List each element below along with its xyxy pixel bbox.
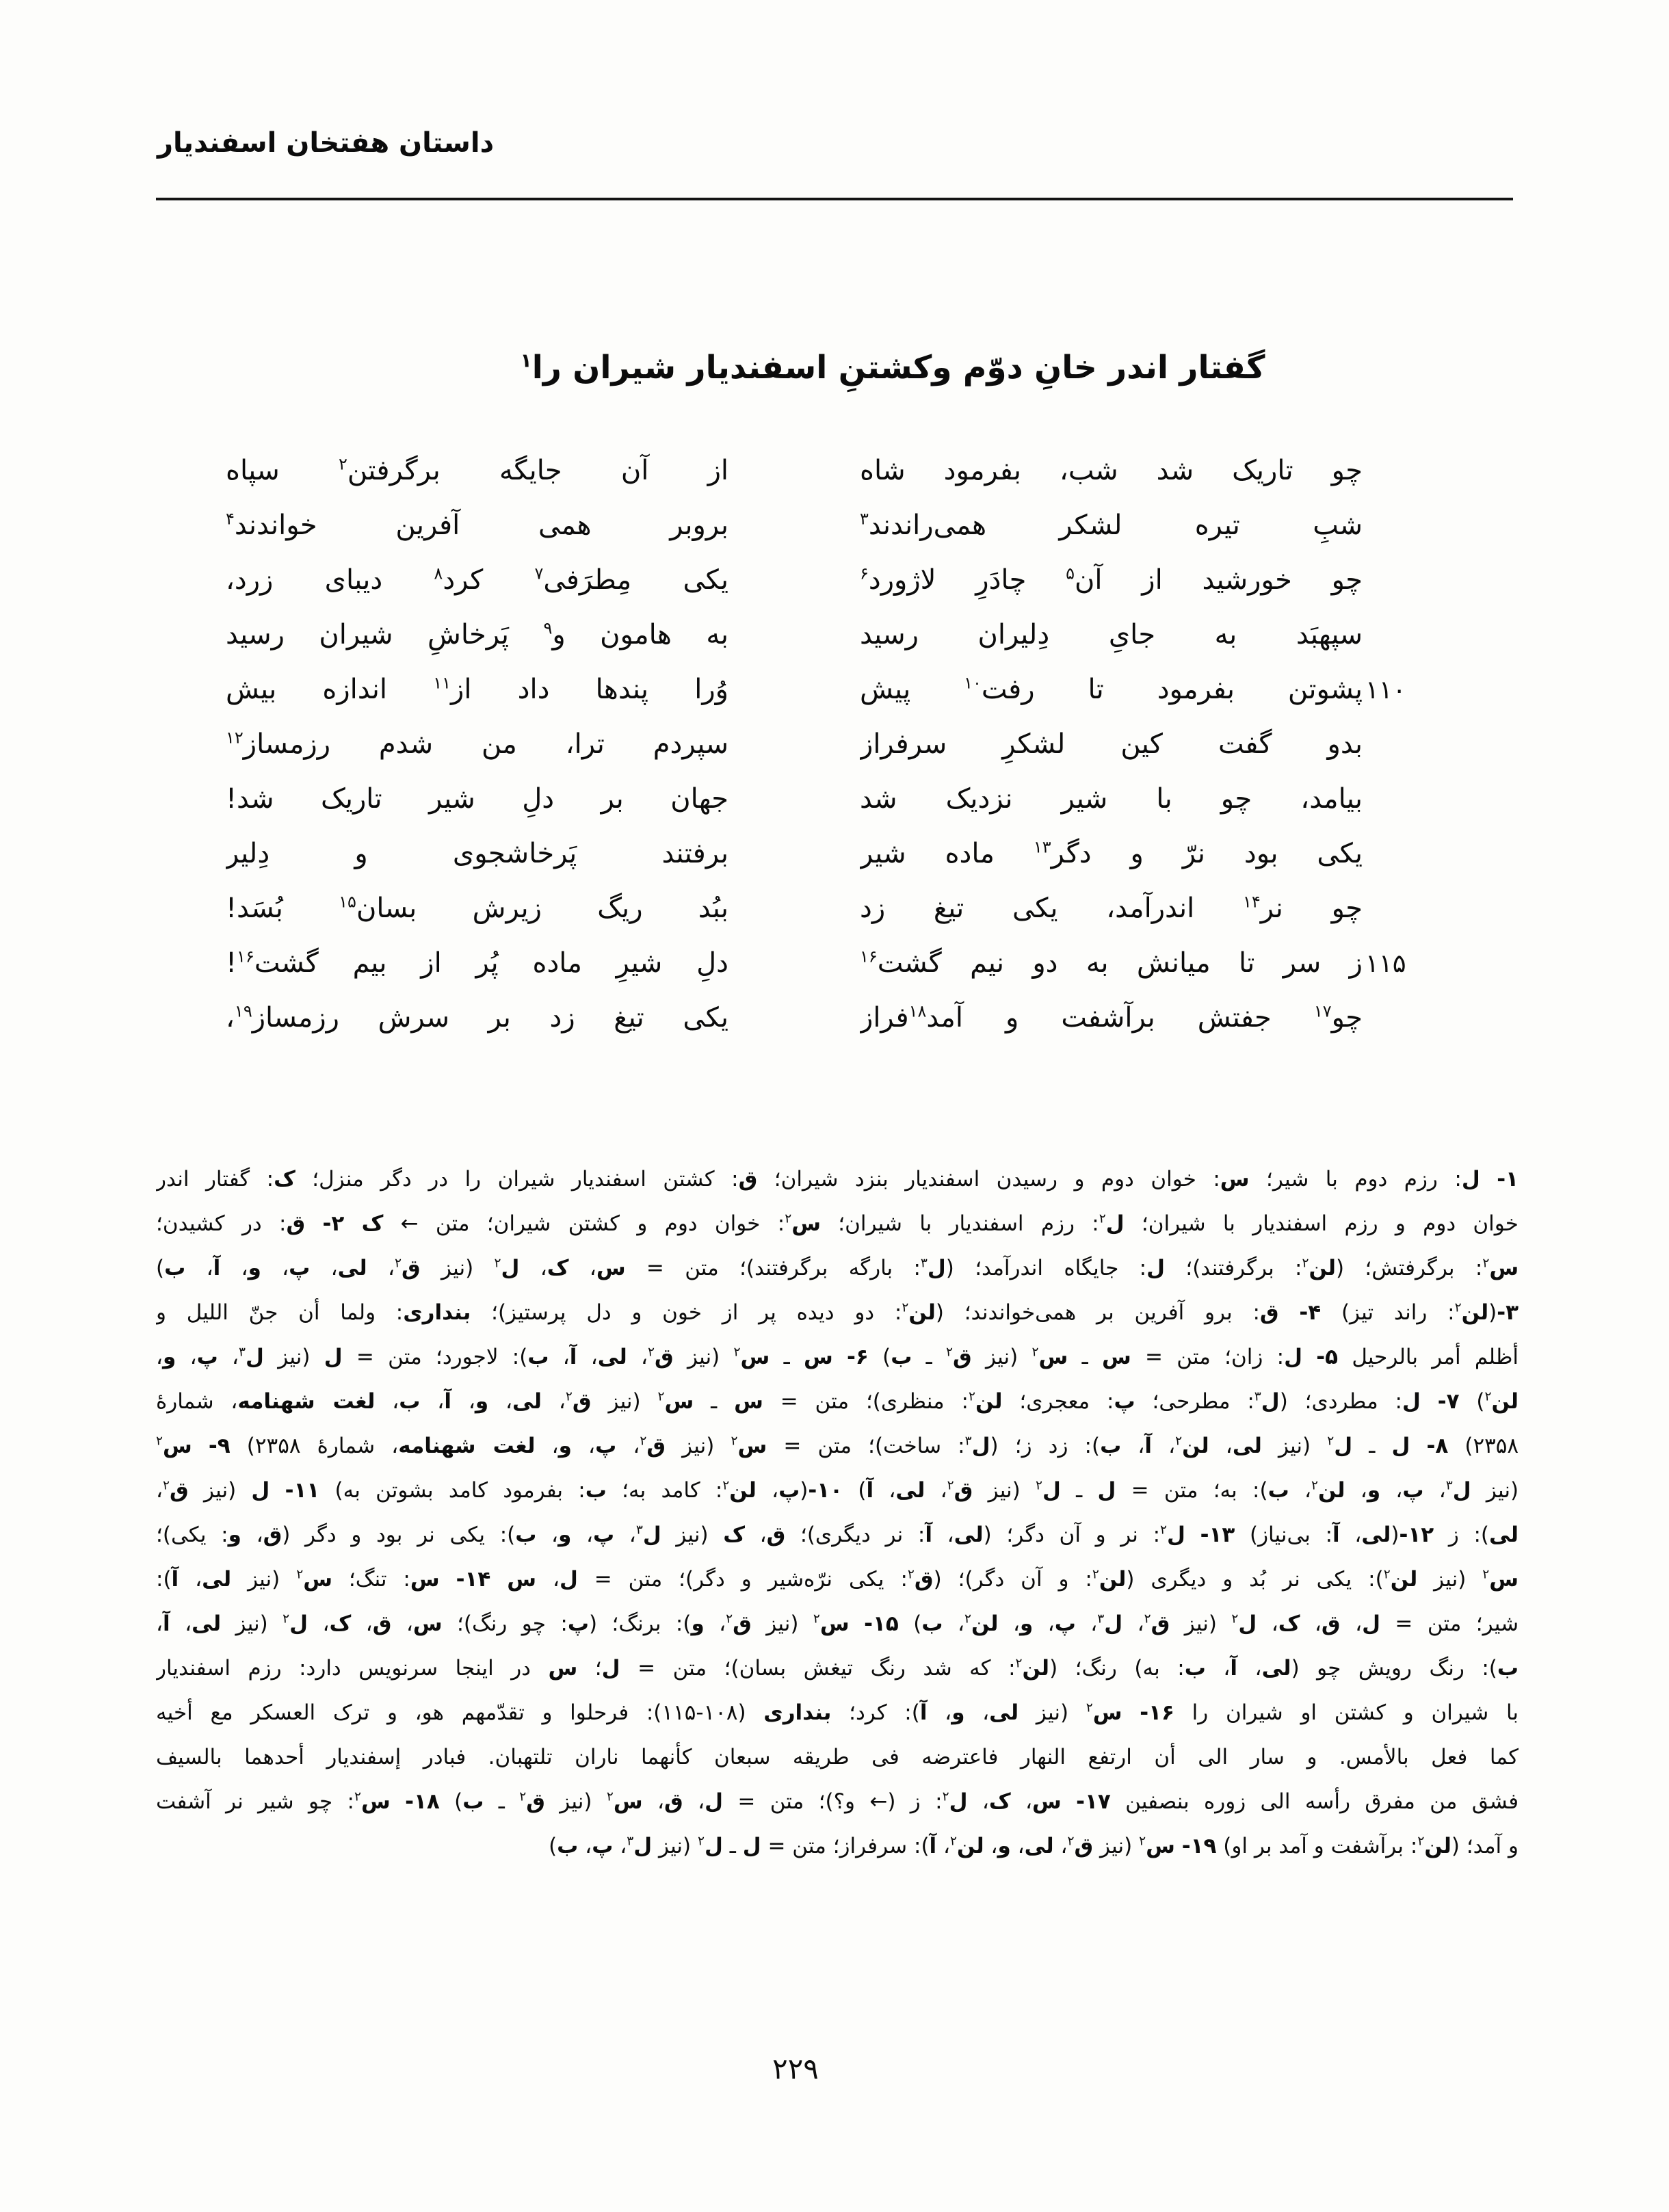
hemistich-second: به هامون و$^۹$ پَرخاشِ شیران رسید (226, 618, 728, 650)
verse-row (226, 936, 1451, 990)
verse-number: ۱۱۵ (1365, 948, 1406, 978)
hemistich-second: ببُد ریگ زیرش بسان$^{۱۵}$ بُسَد! (226, 892, 728, 924)
page-number: ۲۲۹ (772, 2052, 819, 2085)
footnote-line: س$^۲$ (نیز لن$^۲$): یکی نر بُد و دیگری (لن$^۲$: و آن دگر)؛ (ق$^۲$: یکی نرّه‌شیر و دگر)؛ متن = ل، س ۱۴- س: تنگ؛ س$^۲$ (نیز لی، آ): (156, 1567, 1519, 1592)
verse-row (226, 881, 1451, 936)
section-title: گفتار اندر خانِ دوّم وکشتنِ اسفندیار شیران را$^۱$ (520, 349, 1265, 386)
verse-row (226, 990, 1451, 1045)
footnote-line: با شیران و کشتن او شیران را ۱۶- س$^۲$ (نیز لی، و، آ): کرد؛ بنداری (۱۰۸-۱۱۵): فرحلوا و تقدّمهم هو، و ترک العسکر مع أخیه (156, 1700, 1519, 1725)
poem-block (226, 443, 1451, 1045)
hemistich-second: دلِ شیرِ ماده پُر از بیم گشت$^{۱۶}$! (226, 947, 728, 979)
verse-row (226, 826, 1451, 881)
verse-row (226, 772, 1451, 826)
hemistich-first: بیامد، چو با شیر نزدیک شد (860, 783, 1363, 815)
footnote-line: ۳-(لن$^۲$: راند تیز) ۴- ق: برو آفرین بر همی‌خواندند؛ (لن$^۲$: دو دیده پر از خون و دل پرستیز)؛ بنداری: ولما أن جنّ اللیل و (156, 1300, 1519, 1325)
hemistich-first: سپهبَد به جایِ دِلیران رسید (860, 619, 1363, 650)
critical-apparatus (156, 1157, 1519, 1869)
verse-row (226, 498, 1451, 553)
footnote-line: فشق من مفرق رأسه الی زوره بنصفین ۱۷- س، ک، ل$^۲$: ز (← و؟)؛ متن = ل، ق، س$^۲$ (نیز ق$^۲$ ـ ب) ۱۸- س$^۲$: چو شیر نر آشفت (156, 1789, 1519, 1814)
hemistich-second: سپردم ترا، من شدم رزمساز$^{۱۲}$ (226, 728, 728, 760)
footnote-line: و آمد؛ (لن$^۲$: برآشفت و آمد بر او) ۱۹- س$^۲$ (نیز ق$^۲$، لی، و، لن$^۲$، آ): سرفراز؛ متن = ل ـ ل$^۲$ (نیز ل$^۳$، پ، ب) (549, 1834, 1519, 1858)
hemistich-first: چو$^{۱۷}$ جفتش برآشفت و آمد$^{۱۸}$فراز (860, 1001, 1363, 1033)
hemistich-first: شبِ تیره لشکر همی‌راندند$^۳$ (860, 509, 1363, 541)
footnote-line: س$^۲$: برگرفتش؛ (لن$^۲$: برگرفتند)؛ ل: جایگاه اندرآمد؛ (ل$^۳$: بارگه برگرفتند)؛ متن = س، ک، ل$^۲$ (نیز ق$^۲$، لی، پ، و، آ، ب) (156, 1256, 1519, 1280)
footnote-line: أظلم أمر بالرحیل ۵- ل: زان؛ متن = س ـ س$^۲$ (نیز ق$^۲$ ـ ب) ۶- س ـ س$^۲$ (نیز ق$^۲$، لی، آ، ب): لاجورد؛ متن = ل (نیز ل$^۳$، پ، و، (156, 1345, 1519, 1369)
hemistich-first: ز سر تا میانش به دو نیم گشت$^{۱۶}$ (860, 947, 1363, 979)
hemistich-first: پشوتن بفرمود تا رفت$^{۱۰}$ پیش (860, 673, 1363, 705)
footnote-line: لن$^۲$) ۷- ل: مطردی؛ (ل$^۳$: مطرحی؛ پ: معجری؛ لن$^۲$: منظری)؛ متن = س ـ س$^۲$ (نیز ق$^۲$، لی، و، آ، ب، لغت شهنامه، شمارهٔ (156, 1389, 1519, 1414)
verse-row (226, 717, 1451, 772)
hemistich-second: یکی تیغ زد بر سرش رزمساز$^{۱۹}$، (226, 1001, 728, 1033)
footnote-line: (نیز ل$^۳$، پ، و، لن$^۲$، ب): به؛ متن = ل ـ ل$^۲$ (نیز ق$^۲$، لی، آ) ۱۰-(پ، لن$^۲$: کامد به؛ ب: بفرمود کامد بشوتن به) ۱۱- ل (نیز ق$^۲$، (156, 1478, 1519, 1503)
hemistich-second: از آن جایگه برگرفتن$^۲$ سپاه (226, 454, 728, 486)
hemistich-first: یکی بود نرّ و دگر$^{۱۳}$ ماده شیر (860, 837, 1363, 869)
running-head: داستان هفتخان اسفندیار (157, 127, 495, 159)
hemistich-second: وُرا پندها داد از$^{۱۱}$ اندازه بیش (226, 673, 728, 705)
footnote-line: ۲۳۵۸) ۸- ل ـ ل$^۲$ (نیز لی، لن$^۲$، آ، ب): زد ز؛ (ل$^۳$: ساخت)؛ متن = س$^۲$ (نیز ق$^۲$، پ، و، لغت شهنامه، شمارهٔ ۲۳۵۸) ۹- س$^۲$ (156, 1434, 1519, 1458)
hemistich-second: یکی مِطرَفی$^۷$ کرد$^۸$ دیبای زرد، (226, 564, 728, 596)
verse-row (226, 662, 1451, 717)
hemistich-second: بروبر همی آفرین خواندند$^۴$ (226, 509, 728, 541)
footnote-line: لی): ز ۱۲-(لی، آ: بی‌نیاز) ۱۳- ل$^۲$: نر و آن دگر؛ (لی، آ: نر دیگری)؛ ق، ک (نیز ل$^۳$، پ، و، ب): یکی نر بود و دگر (ق، و: یکی)؛ (156, 1523, 1519, 1547)
hemistich-first: چو نر$^{۱۴}$ اندرآمد، یکی تیغ زد (860, 892, 1363, 924)
footnote-line: ۱- ل: رزم دوم با شیر؛ س: خوان دوم و رسیدن اسفندیار بنزد شیران؛ ق: کشتن اسفندیار شیران را در دگر منزل؛ ک: گفتار اندر (156, 1167, 1519, 1191)
footnote-line: کما فعل بالأمس. و سار الی أن ارتفع النهار فاعترضه فی طریقه سبعان کأنهما ناران تلتهبان. فبادر إسفندیار أحدهما بالسیف (156, 1745, 1519, 1769)
hemistich-second: جهان بر دلِ شیر تاریک شد! (226, 783, 728, 815)
hemistich-second: برفتند پَرخاشجوی و دِلیر (226, 838, 728, 869)
footnote-line: ب): رنگ رویش چو (لی، آ، ب: به) رنگ؛ (لن$^۲$: که شد رنگ تیغش بسان)؛ متن = ل؛ س در اینجا سرنویس دارد: رزم اسفندیار (156, 1656, 1519, 1681)
verse-number: ۱۱۰ (1365, 674, 1406, 705)
footnote-line: شیر؛ متن = ل، ق، ک، ل$^۲$ (نیز ق$^۲$، ل$^۳$، پ، و، لن$^۲$، ب) ۱۵- س$^۲$ (نیز ق$^۲$، و): برنگ؛ (پ: چو رنگ)؛ س، ق، ک، ل$^۲$ (نیز لی، آ، (156, 1611, 1519, 1636)
footnote-line: خوان دوم و رزم اسفندیار با شیران؛ ل$^۲$: رزم اسفندیار با شیران؛ س$^۲$: خوان دوم و کشتن شیران؛ متن ← ک ۲- ق: در کشیدن؛ (156, 1211, 1519, 1236)
hemistich-first: بدو گفت کین لشکرِ سرفراز (860, 728, 1363, 760)
header-rule (156, 198, 1513, 200)
verse-row (226, 553, 1451, 607)
hemistich-first: چو تاریک شد شب، بفرمود شاه (860, 455, 1363, 486)
hemistich-first: چو خورشید از آن$^۵$ چادَرِ لاژورد$^۶$ (860, 564, 1363, 596)
verse-row (226, 607, 1451, 662)
verse-row (226, 443, 1451, 498)
